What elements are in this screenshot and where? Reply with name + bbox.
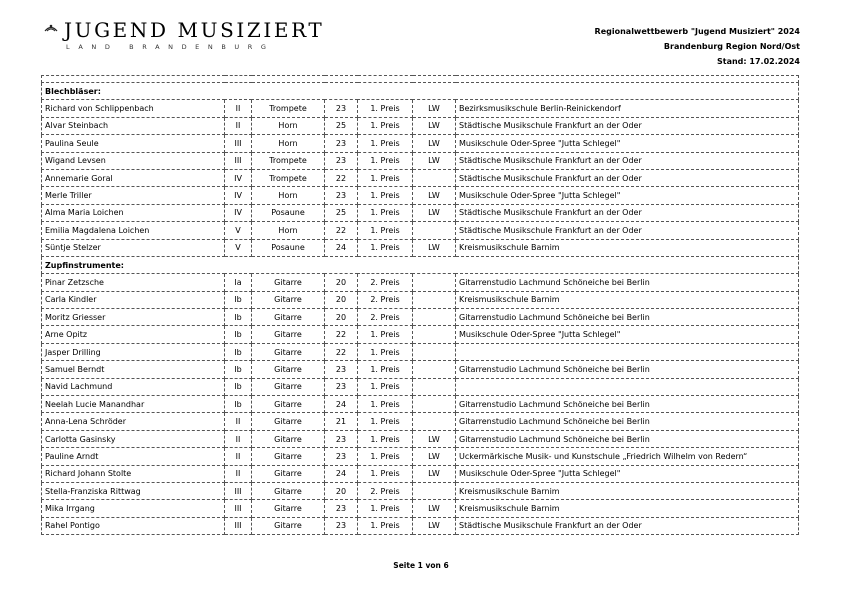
lw-cell bbox=[413, 396, 456, 413]
instrument-cell: Gitarre bbox=[252, 343, 325, 360]
status-date: Stand: 17.02.2024 bbox=[717, 57, 800, 66]
age-group-cell: IV bbox=[225, 204, 252, 221]
name-cell: Neelah Lucie Manandhar bbox=[42, 396, 225, 413]
school-cell: Gitarrenstudio Lachmund Schöneiche bei Berlin bbox=[456, 309, 799, 326]
results-table bbox=[41, 75, 799, 535]
table-row bbox=[42, 361, 799, 378]
instrument-cell: Posaune bbox=[252, 239, 325, 256]
prize-cell: 1. Preis bbox=[358, 343, 413, 360]
prize-cell: 1. Preis bbox=[358, 100, 413, 117]
prize-cell: 2. Preis bbox=[358, 309, 413, 326]
school-cell: Kreismusikschule Barnim bbox=[456, 500, 799, 517]
name-cell: Pinar Zetzsche bbox=[42, 274, 225, 291]
prize-cell: 1. Preis bbox=[358, 117, 413, 134]
prize-cell: 1. Preis bbox=[358, 430, 413, 447]
name-cell: Alma Maria Loichen bbox=[42, 204, 225, 221]
school-cell: Gitarrenstudio Lachmund Schöneiche bei Berlin bbox=[456, 396, 799, 413]
points-cell: 22 bbox=[325, 343, 358, 360]
points-cell: 20 bbox=[325, 309, 358, 326]
prize-cell: 1. Preis bbox=[358, 396, 413, 413]
prize-cell: 1. Preis bbox=[358, 448, 413, 465]
name-cell: Paulina Seule bbox=[42, 135, 225, 152]
points-cell: 23 bbox=[325, 100, 358, 117]
age-group-cell: Ib bbox=[225, 378, 252, 395]
table-row bbox=[42, 517, 799, 534]
prize-cell: 1. Preis bbox=[358, 135, 413, 152]
school-cell: Städtische Musikschule Frankfurt an der Oder bbox=[456, 204, 799, 221]
lw-cell bbox=[413, 291, 456, 308]
logo-subtitle: LAND BRANDENBURG bbox=[66, 43, 275, 51]
points-cell: 22 bbox=[325, 326, 358, 343]
prize-cell: 1. Preis bbox=[358, 169, 413, 186]
instrument-cell: Trompete bbox=[252, 169, 325, 186]
points-cell: 20 bbox=[325, 274, 358, 291]
logo-title: JUGEND MUSIZIERT bbox=[64, 18, 325, 42]
instrument-cell: Gitarre bbox=[252, 517, 325, 534]
instrument-cell: Horn bbox=[252, 135, 325, 152]
prize-cell: 1. Preis bbox=[358, 204, 413, 221]
school-cell: Bezirksmusikschule Berlin-Reinickendorf bbox=[456, 100, 799, 117]
prize-cell: 1. Preis bbox=[358, 187, 413, 204]
lw-cell bbox=[413, 378, 456, 395]
school-cell: Uckermärkische Musik- und Kunstschule „Friedrich Wilhelm von Redern“ bbox=[456, 448, 799, 465]
table-row bbox=[42, 430, 799, 447]
age-group-cell: II bbox=[225, 100, 252, 117]
prize-cell: 1. Preis bbox=[358, 361, 413, 378]
age-group-cell: III bbox=[225, 135, 252, 152]
name-cell: Jasper Drilling bbox=[42, 343, 225, 360]
name-cell: Mika Irrgang bbox=[42, 500, 225, 517]
table-row bbox=[42, 482, 799, 499]
instrument-cell: Gitarre bbox=[252, 465, 325, 482]
school-cell: Gitarrenstudio Lachmund Schöneiche bei Berlin bbox=[456, 430, 799, 447]
name-cell: Wigand Levsen bbox=[42, 152, 225, 169]
prize-cell: 1. Preis bbox=[358, 500, 413, 517]
table-row bbox=[42, 187, 799, 204]
table-row bbox=[42, 152, 799, 169]
prize-cell: 1. Preis bbox=[358, 378, 413, 395]
age-group-cell: Ib bbox=[225, 361, 252, 378]
table-row bbox=[42, 117, 799, 134]
name-cell: Süntje Stelzer bbox=[42, 239, 225, 256]
points-cell: 20 bbox=[325, 291, 358, 308]
school-cell bbox=[456, 378, 799, 395]
name-cell: Carla Kindler bbox=[42, 291, 225, 308]
age-group-cell: III bbox=[225, 152, 252, 169]
instrument-cell: Horn bbox=[252, 117, 325, 134]
prize-cell: 1. Preis bbox=[358, 517, 413, 534]
instrument-cell: Gitarre bbox=[252, 361, 325, 378]
name-cell: Navid Lachmund bbox=[42, 378, 225, 395]
name-cell: Emilia Magdalena Loichen bbox=[42, 222, 225, 239]
table-row bbox=[42, 222, 799, 239]
instrument-cell: Trompete bbox=[252, 152, 325, 169]
document-header bbox=[595, 24, 800, 69]
lw-cell bbox=[413, 326, 456, 343]
lw-cell: LW bbox=[413, 117, 456, 134]
age-group-cell: II bbox=[225, 117, 252, 134]
table-row bbox=[42, 378, 799, 395]
instrument-cell: Gitarre bbox=[252, 396, 325, 413]
age-group-cell: IV bbox=[225, 169, 252, 186]
lw-cell: LW bbox=[413, 100, 456, 117]
instrument-cell: Gitarre bbox=[252, 500, 325, 517]
points-cell: 24 bbox=[325, 465, 358, 482]
school-cell: Gitarrenstudio Lachmund Schöneiche bei Berlin bbox=[456, 361, 799, 378]
lw-cell: LW bbox=[413, 239, 456, 256]
table-row bbox=[42, 413, 799, 430]
age-group-cell: III bbox=[225, 482, 252, 499]
lw-cell bbox=[413, 169, 456, 186]
name-cell: Alvar Steinbach bbox=[42, 117, 225, 134]
results-table-body bbox=[42, 76, 799, 535]
table-row bbox=[42, 309, 799, 326]
instrument-cell: Posaune bbox=[252, 204, 325, 221]
age-group-cell: III bbox=[225, 500, 252, 517]
table-row bbox=[42, 465, 799, 482]
lw-cell: LW bbox=[413, 500, 456, 517]
points-cell: 20 bbox=[325, 482, 358, 499]
instrument-cell: Gitarre bbox=[252, 309, 325, 326]
points-cell: 23 bbox=[325, 500, 358, 517]
instrument-cell: Gitarre bbox=[252, 326, 325, 343]
age-group-cell: II bbox=[225, 465, 252, 482]
lw-cell bbox=[413, 413, 456, 430]
age-group-cell: V bbox=[225, 239, 252, 256]
instrument-cell: Horn bbox=[252, 222, 325, 239]
table-row bbox=[42, 343, 799, 360]
table-row bbox=[42, 239, 799, 256]
prize-cell: 1. Preis bbox=[358, 326, 413, 343]
school-cell: Musikschule Oder-Spree "Jutta Schlegel" bbox=[456, 135, 799, 152]
age-group-cell: Ia bbox=[225, 274, 252, 291]
school-cell: Städtische Musikschule Frankfurt an der Oder bbox=[456, 169, 799, 186]
lw-cell: LW bbox=[413, 517, 456, 534]
points-cell: 23 bbox=[325, 448, 358, 465]
school-cell: Gitarrenstudio Lachmund Schöneiche bei Berlin bbox=[456, 274, 799, 291]
instrument-cell: Gitarre bbox=[252, 482, 325, 499]
name-cell: Carlotta Gasinsky bbox=[42, 430, 225, 447]
table-row bbox=[42, 100, 799, 117]
school-cell: Kreismusikschule Barnim bbox=[456, 482, 799, 499]
name-cell: Samuel Berndt bbox=[42, 361, 225, 378]
name-cell: Rahel Pontigo bbox=[42, 517, 225, 534]
school-cell: Gitarrenstudio Lachmund Schöneiche bei Berlin bbox=[456, 413, 799, 430]
age-group-cell: III bbox=[225, 517, 252, 534]
name-cell: Arne Opitz bbox=[42, 326, 225, 343]
points-cell: 22 bbox=[325, 169, 358, 186]
name-cell: Richard von Schlippenbach bbox=[42, 100, 225, 117]
name-cell: Anna-Lena Schröder bbox=[42, 413, 225, 430]
prize-cell: 1. Preis bbox=[358, 465, 413, 482]
instrument-cell: Gitarre bbox=[252, 378, 325, 395]
table-spacer-row bbox=[42, 76, 799, 83]
name-cell: Richard Johann Stolte bbox=[42, 465, 225, 482]
name-cell: Annemarie Goral bbox=[42, 169, 225, 186]
school-cell: Städtische Musikschule Frankfurt an der Oder bbox=[456, 517, 799, 534]
points-cell: 23 bbox=[325, 378, 358, 395]
competition-title: Regionalwettbewerb "Jugend Musiziert" 2024 bbox=[594, 27, 800, 36]
section-title: Blechbläser: bbox=[42, 83, 799, 100]
age-group-cell: V bbox=[225, 222, 252, 239]
age-group-cell: II bbox=[225, 413, 252, 430]
lw-cell: LW bbox=[413, 448, 456, 465]
points-cell: 24 bbox=[325, 396, 358, 413]
lw-cell: LW bbox=[413, 465, 456, 482]
table-row bbox=[42, 448, 799, 465]
lw-cell: LW bbox=[413, 430, 456, 447]
instrument-cell: Gitarre bbox=[252, 291, 325, 308]
age-group-cell: Ib bbox=[225, 291, 252, 308]
table-row bbox=[42, 169, 799, 186]
table-row bbox=[42, 135, 799, 152]
points-cell: 21 bbox=[325, 413, 358, 430]
school-cell: Musikschule Oder-Spree "Jutta Schlegel" bbox=[456, 187, 799, 204]
lw-cell bbox=[413, 309, 456, 326]
prize-cell: 2. Preis bbox=[358, 274, 413, 291]
points-cell: 23 bbox=[325, 152, 358, 169]
name-cell: Pauline Arndt bbox=[42, 448, 225, 465]
lw-cell bbox=[413, 361, 456, 378]
lw-cell bbox=[413, 343, 456, 360]
instrument-cell: Gitarre bbox=[252, 274, 325, 291]
school-cell: Musikschule Oder-Spree "Jutta Schlegel" bbox=[456, 326, 799, 343]
prize-cell: 2. Preis bbox=[358, 482, 413, 499]
crest-icon bbox=[44, 23, 58, 33]
age-group-cell: II bbox=[225, 448, 252, 465]
name-cell: Stella-Franziska Rittwag bbox=[42, 482, 225, 499]
name-cell: Moritz Griesser bbox=[42, 309, 225, 326]
page-number: Seite 1 von 6 bbox=[393, 561, 449, 570]
section-row bbox=[42, 256, 799, 273]
table-row bbox=[42, 396, 799, 413]
prize-cell: 1. Preis bbox=[358, 239, 413, 256]
points-cell: 23 bbox=[325, 361, 358, 378]
prize-cell: 2. Preis bbox=[358, 291, 413, 308]
instrument-cell: Gitarre bbox=[252, 413, 325, 430]
section-title: Zupfinstrumente: bbox=[42, 256, 799, 273]
instrument-cell: Trompete bbox=[252, 100, 325, 117]
age-group-cell: Ib bbox=[225, 343, 252, 360]
points-cell: 23 bbox=[325, 187, 358, 204]
prize-cell: 1. Preis bbox=[358, 152, 413, 169]
school-cell: Städtische Musikschule Frankfurt an der Oder bbox=[456, 152, 799, 169]
lw-cell bbox=[413, 482, 456, 499]
region-label: Brandenburg Region Nord/Ost bbox=[663, 42, 800, 51]
table-row bbox=[42, 500, 799, 517]
school-cell: Städtische Musikschule Frankfurt an der Oder bbox=[456, 222, 799, 239]
instrument-cell: Horn bbox=[252, 187, 325, 204]
school-cell: Kreismusikschule Barnim bbox=[456, 239, 799, 256]
table-row bbox=[42, 204, 799, 221]
lw-cell: LW bbox=[413, 135, 456, 152]
age-group-cell: Ib bbox=[225, 396, 252, 413]
table-row bbox=[42, 291, 799, 308]
age-group-cell: Ib bbox=[225, 309, 252, 326]
lw-cell: LW bbox=[413, 204, 456, 221]
table-row bbox=[42, 274, 799, 291]
prize-cell: 1. Preis bbox=[358, 413, 413, 430]
instrument-cell: Gitarre bbox=[252, 448, 325, 465]
school-cell: Kreismusikschule Barnim bbox=[456, 291, 799, 308]
lw-cell bbox=[413, 274, 456, 291]
section-row bbox=[42, 83, 799, 100]
points-cell: 25 bbox=[325, 204, 358, 221]
points-cell: 23 bbox=[325, 430, 358, 447]
instrument-cell: Gitarre bbox=[252, 430, 325, 447]
school-cell bbox=[456, 343, 799, 360]
points-cell: 23 bbox=[325, 135, 358, 152]
points-cell: 25 bbox=[325, 117, 358, 134]
points-cell: 23 bbox=[325, 517, 358, 534]
school-cell: Städtische Musikschule Frankfurt an der Oder bbox=[456, 117, 799, 134]
lw-cell: LW bbox=[413, 152, 456, 169]
age-group-cell: II bbox=[225, 430, 252, 447]
points-cell: 22 bbox=[325, 222, 358, 239]
points-cell: 24 bbox=[325, 239, 358, 256]
name-cell: Merle Triller bbox=[42, 187, 225, 204]
age-group-cell: IV bbox=[225, 187, 252, 204]
prize-cell: 1. Preis bbox=[358, 222, 413, 239]
lw-cell: LW bbox=[413, 187, 456, 204]
lw-cell bbox=[413, 222, 456, 239]
table-row bbox=[42, 326, 799, 343]
school-cell: Musikschule Oder-Spree "Jutta Schlegel" bbox=[456, 465, 799, 482]
age-group-cell: Ib bbox=[225, 326, 252, 343]
